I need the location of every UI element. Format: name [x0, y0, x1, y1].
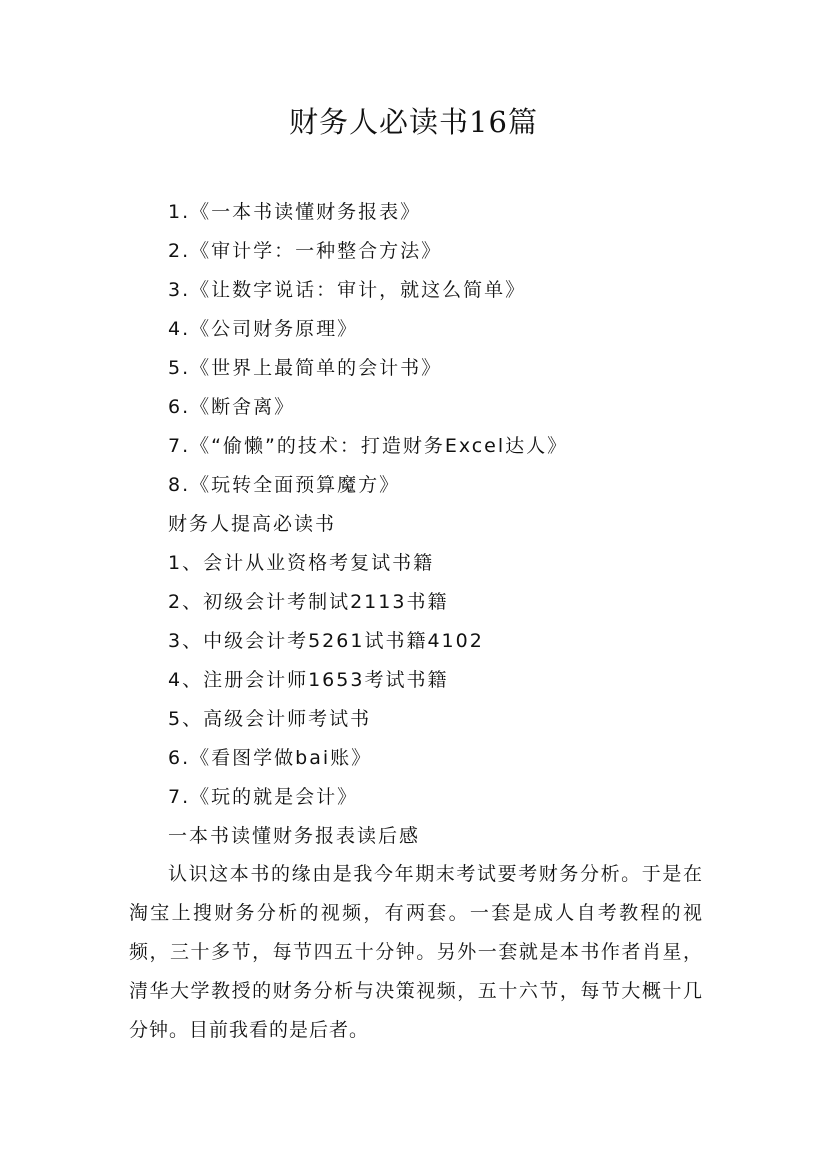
book-list-item: 4、注册会计师1653考试书籍 [168, 669, 449, 691]
book-list-item: 2.《审计学：一种整合方法》 [168, 240, 443, 262]
book-list-item: 7.《“偷懒”的技术：打造财务Excel达人》 [168, 435, 569, 457]
book-list-item: 6.《断舍离》 [168, 396, 296, 418]
body-paragraph: 认识这本书的缘由是我今年期末考试要考财务分析。于是在淘宝上搜财务分析的视频，有两套。一套是成人自考教程的视频，三十多节，每节四五十分钟。另外一套就是本书作者肖星，清华大学教授的财务分析与决策视频，五十六节，每节大概十几分钟。目前我看的是后者。 [129, 863, 703, 1041]
book-list-item: 2、初级会计考制试2113书籍 [168, 591, 449, 613]
document-title: 财务人必读书16篇 [289, 105, 538, 139]
section-heading: 财务人提高必读书 [168, 513, 337, 535]
book-list-item: 1、会计从业资格考复试书籍 [168, 552, 435, 574]
book-list-item: 4.《公司财务原理》 [168, 318, 359, 340]
book-list-item: 7.《玩的就是会计》 [168, 786, 359, 808]
book-list-item: 5、高级会计师考试书 [168, 708, 372, 730]
book-list-item: 1.《一本书读懂财务报表》 [168, 201, 422, 223]
book-list-item: 8.《玩转全面预算魔方》 [168, 474, 401, 496]
book-list-item: 5.《世界上最简单的会计书》 [168, 357, 443, 379]
book-list-item: 3、中级会计考5261试书籍4102 [168, 630, 484, 652]
book-list-item: 3.《让数字说话：审计，就这么简单》 [168, 279, 527, 301]
section-heading: 一本书读懂财务报表读后感 [168, 825, 421, 847]
book-list-item: 6.《看图学做bai账》 [168, 747, 373, 769]
